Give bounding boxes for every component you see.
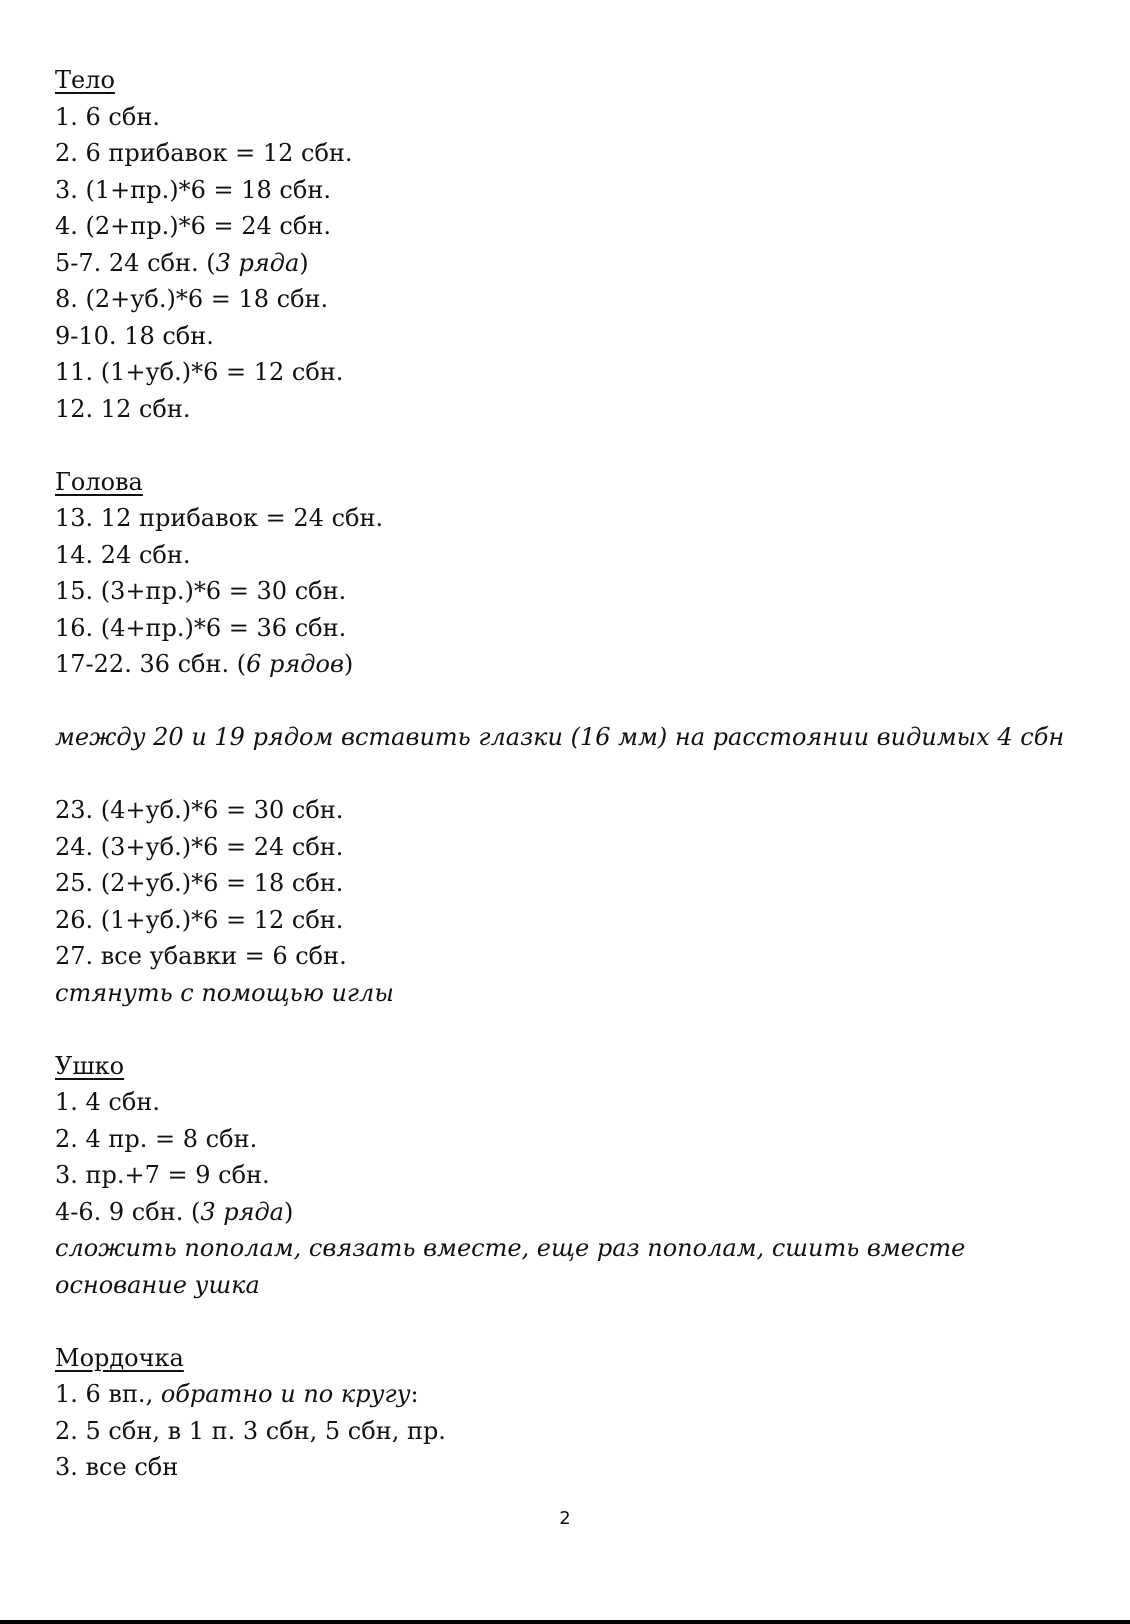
page-number: 2 [559, 1508, 571, 1529]
head-row-25: 25. (2+уб.)*6 = 18 сбн. [55, 869, 344, 897]
section-heading-muzzle: Мордочка [55, 1343, 184, 1372]
head-row-17-22-text: 17-22. 36 сбн. ( [55, 650, 247, 678]
body-row-5-7-note: 3 ряда [215, 248, 300, 277]
body-row-4: 4. (2+пр.)*6 = 24 сбн. [55, 212, 331, 240]
body-row-8: 8. (2+уб.)*6 = 18 сбн. [55, 285, 329, 313]
body-row-5-7-text: 5-7. 24 сбн. ( [55, 248, 216, 277]
muzzle-row-2: 2. 5 сбн, в 1 п. 3 сбн, 5 сбн, пр. [55, 1416, 446, 1445]
muzzle-row-1-note: обратно и по кругу [160, 1380, 411, 1408]
body-row-11: 11. (1+уб.)*6 = 12 сбн. [55, 358, 344, 386]
head-row-14: 14. 24 сбн. [55, 540, 191, 569]
head-row-27: 27. все убавки = 6 сбн. [55, 942, 347, 970]
head-row-26: 26. (1+уб.)*6 = 12 сбн. [55, 905, 344, 934]
section-heading-head: Голова [55, 467, 143, 496]
ear-row-2: 2. 4 пр. = 8 сбн. [55, 1124, 258, 1153]
section-heading-ear: Ушко [55, 1051, 125, 1080]
body-row-12: 12. 12 сбн. [55, 394, 191, 423]
ear-row-4-6-note: 3 ряда [200, 1197, 284, 1226]
section-heading-body: Тело [55, 66, 115, 94]
body-row-1: 1. 6 сбн. [55, 102, 160, 131]
muzzle-row-1 [55, 1376, 1085, 1413]
head-row-15: 15. (3+пр.)*6 = 30 сбн. [55, 577, 347, 605]
spacer [55, 683, 1085, 720]
spacer [55, 756, 1085, 793]
bottom-edge-bar [0, 1620, 1130, 1624]
muzzle-row-3: 3. все сбн [55, 1453, 179, 1481]
head-row-16: 16. (4+пр.)*6 = 36 сбн. [55, 613, 347, 642]
body-row-5-7-close: ) [299, 248, 309, 277]
muzzle-row-1-colon: : [410, 1380, 419, 1408]
head-row-23: 23. (4+уб.)*6 = 30 сбн. [55, 796, 344, 824]
body-row-3: 3. (1+пр.)*6 = 18 сбн. [55, 175, 331, 204]
spacer [55, 1011, 1085, 1048]
ear-row-4-6 [55, 1194, 1085, 1231]
head-row-17-22-note: 6 рядов [246, 650, 344, 678]
body-row-2: 2. 6 прибавок = 12 сбн. [55, 139, 353, 167]
head-row-17-22 [55, 646, 1085, 683]
head-row-17-22-close: ) [343, 650, 354, 678]
body-row-9-10: 9-10. 18 сбн. [55, 321, 214, 350]
eyes-note: между 20 и 19 рядом вставить глазки (16 мм) на расстоянии видимых 4 сбн [55, 723, 1065, 751]
spacer [55, 1303, 1085, 1340]
body-row-5-7 [55, 245, 1085, 282]
muzzle-row-1-text: 1. 6 вп., [55, 1380, 161, 1408]
head-row-13: 13. 12 прибавок = 24 сбн. [55, 504, 384, 532]
ear-note: сложить пополам, связать вместе, еще раз пополам, сшить вместе основание ушка [55, 1234, 966, 1299]
ear-row-3: 3. пр.+7 = 9 сбн. [55, 1161, 270, 1189]
ear-row-1: 1. 4 сбн. [55, 1088, 160, 1116]
spacer [55, 427, 1085, 464]
head-row-24: 24. (3+уб.)*6 = 24 сбн. [55, 832, 344, 861]
ear-row-4-6-close: ) [283, 1197, 294, 1226]
ear-row-4-6-text: 4-6. 9 сбн. ( [55, 1197, 201, 1226]
closing-note: стянуть с помощью иглы [55, 978, 394, 1007]
pattern-page [55, 62, 1085, 1486]
